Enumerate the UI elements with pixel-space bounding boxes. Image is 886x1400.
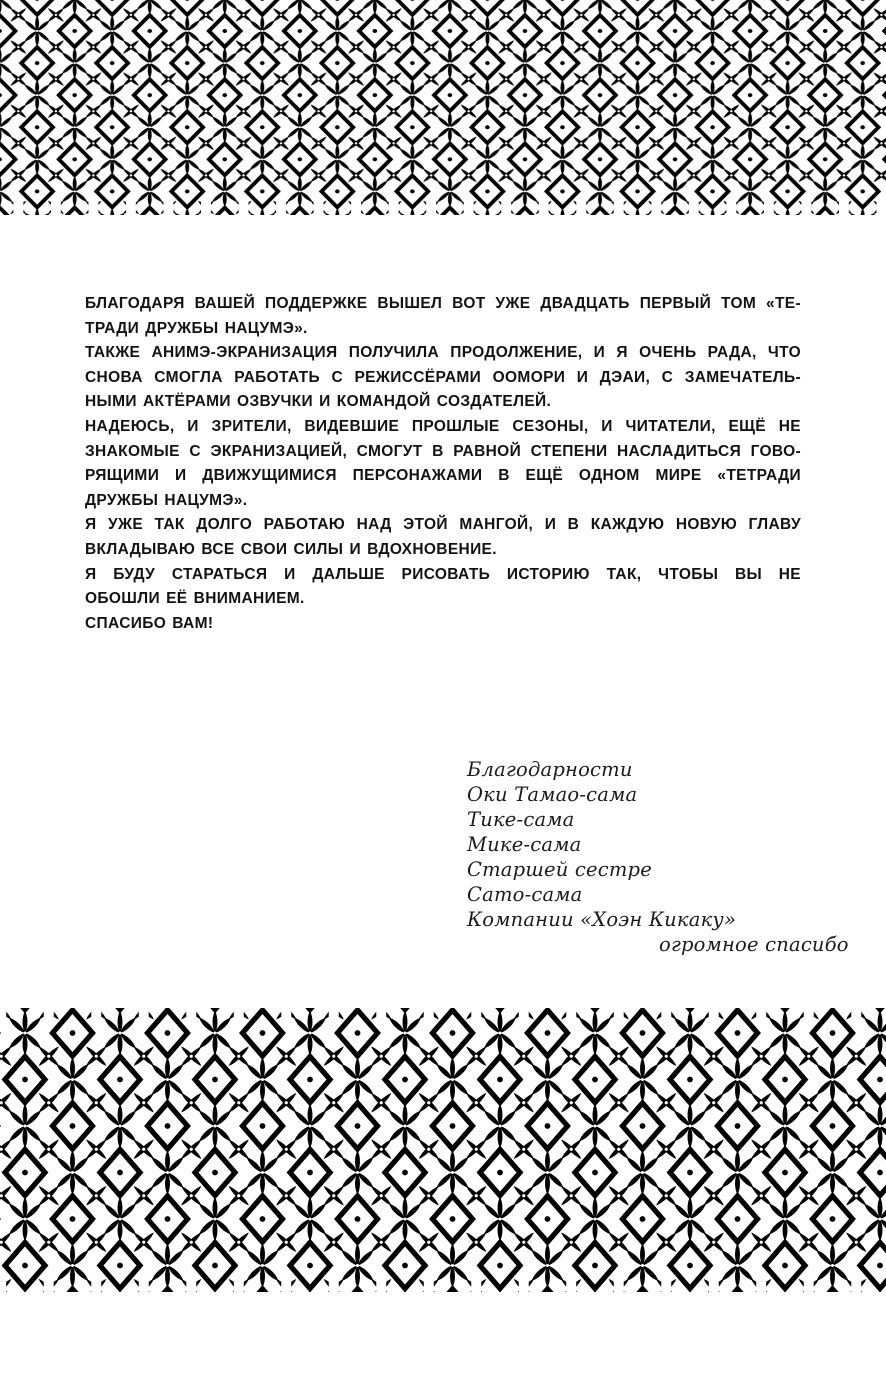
afterword-line: ВКЛАДЫВАЮ ВСЕ СВОИ СИЛЫ И ВДОХНОВЕНИЕ. — [85, 540, 497, 558]
credits-entry: Старшей сестре — [467, 858, 652, 881]
afterword-line: СПАСИБО ВАМ! — [85, 614, 214, 632]
bottom-pattern-band — [0, 1008, 886, 1292]
top-pattern-svg — [0, 0, 886, 215]
afterword-line: ДРУЖБЫ НАЦУМЭ». — [85, 491, 248, 509]
credits-entry: Сато-сама — [467, 883, 583, 906]
bottom-pattern-svg — [0, 1008, 886, 1292]
afterword-line: БЛАГОДАРЯ ВАШЕЙ ПОДДЕРЖКЕ ВЫШЕЛ ВОТ УЖЕ ДВАДЦАТЬ ПЕРВЫЙ ТОМ «ТЕ- — [85, 295, 801, 312]
afterword-line: ОБОШЛИ ЕЁ ВНИМАНИЕМ. — [85, 590, 305, 608]
credits-block — [467, 757, 849, 957]
afterword-line: Я УЖЕ ТАК ДОЛГО РАБОТАЮ НАД ЭТОЙ МАНГОЙ, И В КАЖДУЮ НОВУЮ ГЛАВУ — [85, 516, 801, 534]
credits-title: Благодарности — [467, 758, 633, 781]
afterword-line: СНОВА СМОГЛА РАБОТАТЬ С РЕЖИССЁРАМИ ООМОРИ И ДЭАИ, С ЗАМЕЧАТЕЛЬ- — [85, 368, 801, 386]
afterword-line: РЯЩИМИ И ДВИЖУЩИМИСЯ ПЕРСОНАЖАМИ В ЕЩЁ ОДНОМ МИРЕ «ТЕТРАДИ — [85, 467, 801, 485]
credits-entry: Мике-сама — [467, 833, 582, 856]
afterword-line: ТРАДИ ДРУЖБЫ НАЦУМЭ». — [85, 319, 308, 337]
afterword-line: НЫМИ АКТЁРАМИ ОЗВУЧКИ И КОМАНДОЙ СОЗДАТЕЛЕЙ. — [85, 393, 552, 411]
afterword-line: Я БУДУ СТАРАТЬСЯ И ДАЛЬШЕ РИСОВАТЬ ИСТОРИЮ ТАК, ЧТОБЫ ВЫ НЕ — [85, 565, 801, 583]
afterword-text — [85, 292, 801, 636]
top-pattern-band — [0, 0, 886, 215]
credits-entry: Компании «Хоэн Кикаку» — [467, 908, 737, 931]
credits-entry: Тике-сама — [467, 808, 575, 831]
credits-closing: огромное спасибо — [659, 933, 849, 956]
credits-entry: Оки Тамао-сама — [467, 783, 638, 806]
afterword-line: НАДЕЮСЬ, И ЗРИТЕЛИ, ВИДЕВШИЕ ПРОШЛЫЕ СЕЗОНЫ, И ЧИТАТЕЛИ, ЕЩЁ НЕ — [85, 417, 801, 435]
afterword-line: ЗНАКОМЫЕ С ЭКРАНИЗАЦИЕЙ, СМОГУТ В РАВНОЙ СТЕПЕНИ НАСЛАДИТЬСЯ ГОВО- — [85, 442, 801, 460]
afterword-line: ТАКЖЕ АНИМЭ-ЭКРАНИЗАЦИЯ ПОЛУЧИЛА ПРОДОЛЖЕНИЕ, И Я ОЧЕНЬ РАДА, ЧТО — [85, 344, 801, 362]
